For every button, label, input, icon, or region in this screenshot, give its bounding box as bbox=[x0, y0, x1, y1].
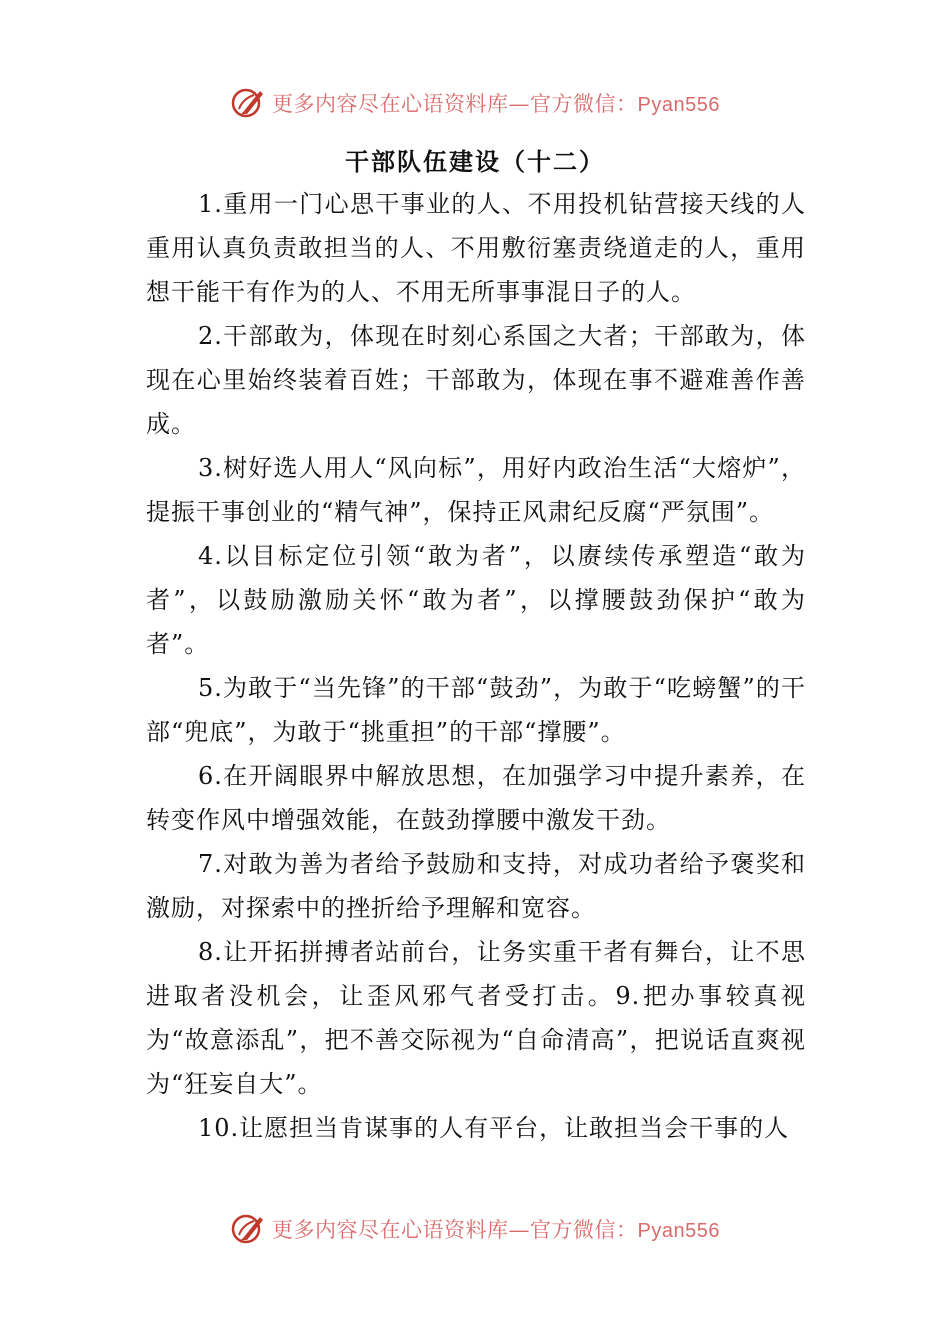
paragraph-6: 6.在开阔眼界中解放思想，在加强学习中提升素养，在转变作风中增强效能，在鼓劲撑腰中激发干劲。 bbox=[146, 762, 806, 834]
paragraph-1: 1.重用一门心思干事业的人、不用投机钻营接天线的人重用认真负责敢担当的人、不用敷衍塞责绕道走的人，重用想干能干有作为的人、不用无所事事混日子的人。 bbox=[146, 190, 806, 306]
pen-logo-icon bbox=[230, 85, 266, 121]
pen-logo-icon bbox=[230, 1211, 266, 1247]
watermark-wechat-id: Pyan556 bbox=[637, 94, 720, 116]
paragraph-4: 4.以目标定位引领“敢为者”，以赓续传承塑造“敢为者”，以鼓励激励关怀“敢为者”，以撑腰鼓劲保护“敢为者”。 bbox=[146, 542, 806, 658]
document-body bbox=[146, 182, 806, 1150]
paragraph-2: 2.干部敢为，体现在时刻心系国之大者；干部敢为，体现在心里始终装着百姓；干部敢为，体现在事不避难善作善成。 bbox=[146, 322, 806, 438]
watermark-text: 更多内容尽在心语资料库—官方微信：Pyan556 bbox=[272, 92, 720, 116]
paragraph-10: 10.让愿担当肯谋事的人有平台，让敢担当会干事的人 bbox=[198, 1114, 790, 1142]
watermark-header bbox=[0, 81, 950, 125]
watermark-text: 更多内容尽在心语资料库—官方微信：Pyan556 bbox=[272, 1218, 720, 1242]
paragraph-8: 8.让开拓拼搏者站前台，让务实重干者有舞台，让不思进取者没机会，让歪风邪气者受打击。9.把办事较真视为“故意添乱”，把不善交际视为“自命清高”，把说话直爽视为“狂妄自大”。 bbox=[146, 938, 806, 1098]
document-title: 干部队伍建设（十二） bbox=[345, 148, 605, 176]
watermark-wechat-id: Pyan556 bbox=[637, 1220, 720, 1242]
watermark-footer bbox=[0, 1207, 950, 1251]
paragraph-3: 3.树好选人用人“风向标”，用好内政治生活“大熔炉”，提振干事创业的“精气神”，保持正风肃纪反腐“严氛围”。 bbox=[146, 454, 806, 526]
paragraph-5: 5.为敢于“当先锋”的干部“鼓劲”，为敢于“吃螃蟹”的干部“兜底”，为敢于“挑重担”的干部“撑腰”。 bbox=[146, 674, 806, 746]
paragraph-7: 7.对敢为善为者给予鼓励和支持，对成功者给予褒奖和激励，对探索中的挫折给予理解和宽容。 bbox=[146, 850, 806, 922]
